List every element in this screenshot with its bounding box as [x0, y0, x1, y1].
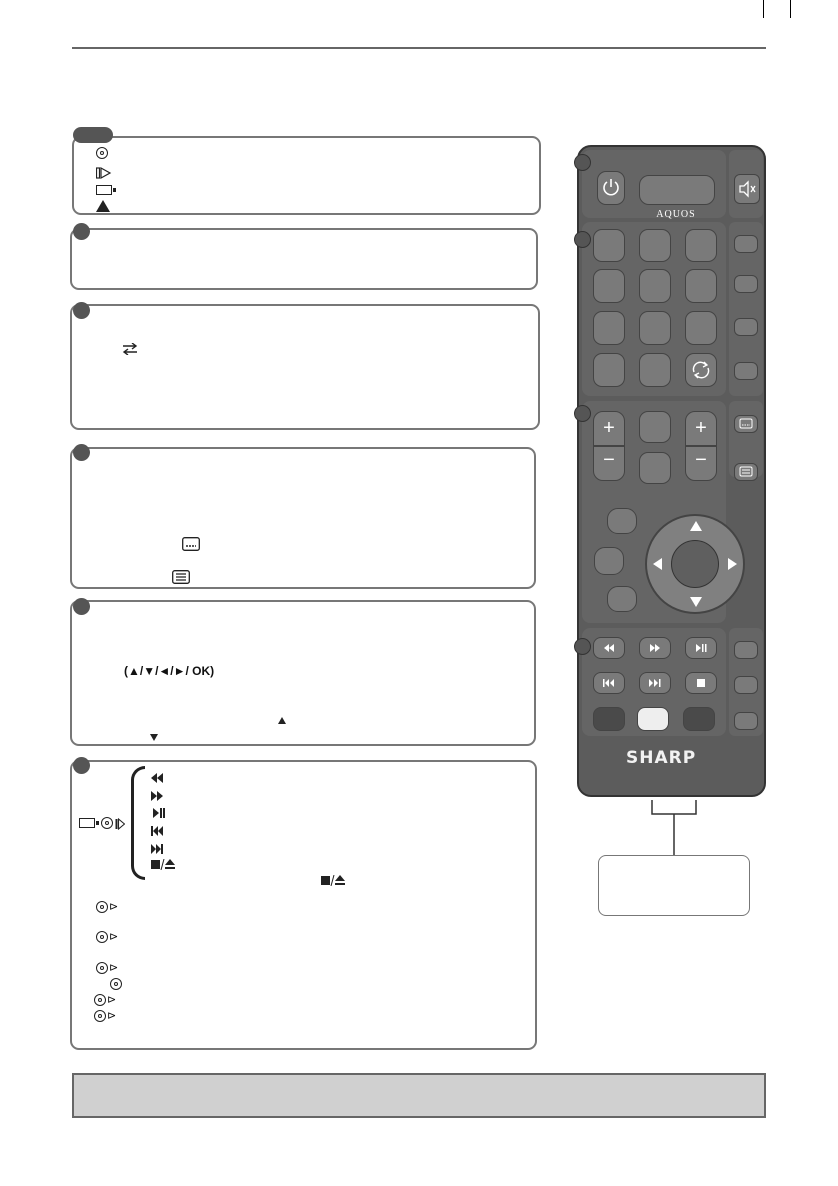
disc-icon: [96, 931, 108, 943]
disc-icon: [110, 978, 122, 990]
remote-control: [577, 145, 766, 797]
teletext-icon: [172, 570, 190, 589]
disc-icon: [96, 962, 108, 974]
side-button-2[interactable]: [734, 275, 758, 293]
down-arrow-icon: [150, 728, 158, 746]
left-arrow-icon: [653, 558, 662, 570]
disc-icon: [94, 994, 106, 1006]
section-2-number: [73, 302, 90, 319]
rocker-divider: [594, 445, 624, 447]
aquos-logo: AQUOS: [656, 209, 696, 220]
menu-button[interactable]: [607, 508, 637, 534]
stop-eject-icon: [151, 857, 175, 875]
fast-forward-button[interactable]: [639, 637, 671, 659]
side-media-button-1[interactable]: [734, 641, 758, 659]
disc-icon: [96, 901, 108, 913]
teletext-button[interactable]: [734, 463, 758, 481]
usb-icon: [96, 185, 112, 195]
stop-eject-icon: [321, 873, 345, 891]
section-4-box: [70, 600, 536, 746]
num-button-3[interactable]: [685, 229, 717, 262]
side-media-button-2[interactable]: [734, 676, 758, 694]
stop-button[interactable]: [685, 672, 717, 694]
minus-icon: −: [695, 449, 707, 471]
video-icon: [96, 166, 112, 184]
down-arrow-icon: [690, 597, 702, 607]
num-button-1[interactable]: [593, 229, 625, 262]
repeat-icon: [119, 342, 141, 360]
dark-function-button[interactable]: [593, 707, 625, 731]
video-icon: ⊳: [109, 931, 119, 943]
playback-bracket: [131, 766, 145, 880]
rocker-divider: [686, 445, 716, 447]
previous-icon: [151, 823, 163, 841]
num-button-9[interactable]: [685, 311, 717, 345]
crop-mark-left: [763, 0, 764, 18]
num-button-7[interactable]: [593, 311, 625, 345]
volume-rocker[interactable]: [593, 411, 625, 481]
section-1-box: [70, 228, 538, 290]
sharp-logo: SHARP: [626, 748, 697, 768]
video-icon: [115, 817, 125, 835]
section-2-box: [70, 304, 540, 430]
dvd-label-pill: [73, 127, 113, 143]
next-button[interactable]: [639, 672, 671, 694]
plus-icon: +: [695, 417, 707, 439]
callout-connector: [650, 800, 700, 860]
ok-button[interactable]: [671, 540, 719, 588]
num-button-2[interactable]: [639, 229, 671, 262]
dark-function-button-2[interactable]: [683, 707, 715, 731]
right-arrow-icon: [728, 558, 737, 570]
nav-keys-label: (▲/▼/◄/►/ OK): [124, 664, 215, 678]
side-button-3[interactable]: [734, 318, 758, 336]
subtitle-icon: [182, 537, 200, 556]
remote-marker-1: [574, 154, 591, 171]
side-button-4[interactable]: [734, 362, 758, 380]
side-button-1[interactable]: [734, 235, 758, 253]
note-bar: [72, 1073, 766, 1118]
center-bottom-button[interactable]: [639, 452, 671, 484]
section-4-number: [73, 598, 90, 615]
side-media-button-3[interactable]: [734, 712, 758, 730]
num-button-5[interactable]: [639, 269, 671, 303]
video-icon: ⊳: [107, 994, 117, 1006]
section-1-number: [73, 223, 90, 240]
input-button[interactable]: [639, 175, 715, 205]
up-arrow-icon: [278, 711, 286, 729]
mute-button[interactable]: [734, 174, 760, 204]
rewind-icon: [151, 770, 163, 788]
video-icon: ⊳: [109, 962, 119, 974]
disc-icon: [96, 147, 108, 159]
callout-box: [598, 855, 750, 916]
navigation-ring[interactable]: [645, 514, 745, 614]
num-button-extra[interactable]: [639, 353, 671, 387]
center-top-button[interactable]: [639, 411, 671, 443]
video-icon: ⊳: [109, 901, 119, 913]
warning-icon: [96, 199, 110, 217]
back-button[interactable]: [594, 547, 624, 575]
section-5-number: [73, 757, 90, 774]
crop-mark-right: [790, 0, 791, 18]
usb-icon: [79, 818, 95, 828]
up-arrow-icon: [690, 521, 702, 531]
white-function-button[interactable]: [637, 707, 669, 731]
remote-marker-4: [574, 638, 591, 655]
header-rule: [72, 47, 766, 49]
flashback-button[interactable]: [685, 353, 717, 387]
remote-marker-2: [574, 231, 591, 248]
power-button[interactable]: [597, 171, 625, 205]
disc-icon: [94, 1010, 106, 1022]
rewind-button[interactable]: [593, 637, 625, 659]
exit-button[interactable]: [607, 586, 637, 612]
fast-forward-icon: [151, 788, 163, 806]
channel-rocker[interactable]: [685, 411, 717, 481]
num-button-4[interactable]: [593, 269, 625, 303]
play-pause-button[interactable]: [685, 637, 717, 659]
play-pause-icon: [153, 805, 165, 823]
disc-icon: [101, 817, 113, 829]
plus-icon: +: [603, 417, 615, 439]
minus-icon: −: [603, 449, 615, 471]
subtitle-button[interactable]: [734, 415, 758, 433]
num-button-6[interactable]: [685, 269, 717, 303]
num-button-8[interactable]: [639, 311, 671, 345]
section-3-box: [70, 447, 536, 589]
section-3-number: [73, 444, 90, 461]
previous-button[interactable]: [593, 672, 625, 694]
legend-box: [72, 136, 541, 215]
num-button-0[interactable]: [593, 353, 625, 387]
video-icon: ⊳: [107, 1010, 117, 1022]
remote-marker-3: [574, 405, 591, 422]
